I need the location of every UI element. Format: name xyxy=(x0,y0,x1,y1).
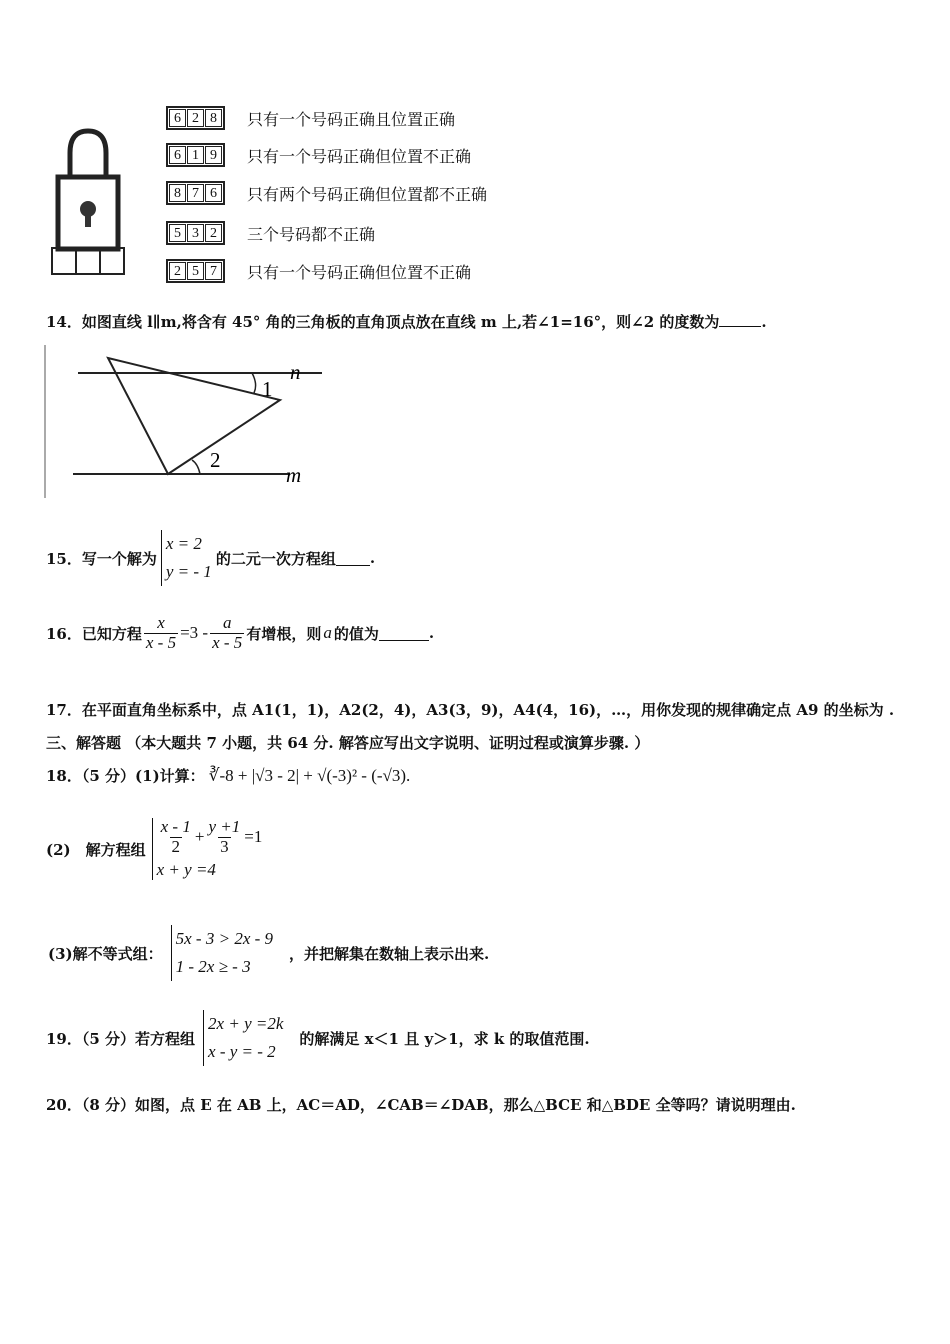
question-14 xyxy=(46,311,767,332)
question-19 xyxy=(46,1010,590,1066)
digit: 3 xyxy=(187,224,204,242)
question-prefix: 18．（5 分）(1)计算： xyxy=(46,767,205,785)
question-suffix: 有增根，则 xyxy=(246,624,322,643)
equation-line: y = - 1 xyxy=(165,562,212,581)
denominator: 3 xyxy=(220,836,229,856)
digit: 5 xyxy=(169,224,186,242)
numerator: y +1 xyxy=(208,817,241,836)
question-suffix: ，并把解集在数轴上表示出来. xyxy=(289,944,490,963)
equation-line: x + y =4 xyxy=(156,860,216,880)
equation-system xyxy=(152,818,263,880)
denominator: x - 5 xyxy=(212,632,243,652)
question-text: 14．如图直线 l∥m,将含有 45° 角的三角板的直角顶点放在直线 m 上,若∠1=16°，则∠2 的度数为 xyxy=(46,313,720,331)
equation-line: 2x + y =2k xyxy=(208,1014,284,1033)
puzzle-row xyxy=(166,259,471,283)
puzzle-row xyxy=(166,221,375,245)
digit: 6 xyxy=(169,146,186,164)
puzzle-hint: 只有一个号码正确且位置正确 xyxy=(247,109,456,129)
digit: 7 xyxy=(187,184,204,202)
puzzle-row xyxy=(166,106,455,130)
digit: 2 xyxy=(187,109,204,127)
expression: ∛-8 + |√3 - 2| + √(-3)² - (-√3). xyxy=(208,765,411,785)
denominator: 2 xyxy=(171,836,180,856)
equation-system xyxy=(203,1010,283,1066)
line-n-label: n xyxy=(290,360,301,384)
question-18-part-1 xyxy=(46,765,410,786)
inequality-line: 1 - 2x ≥ - 3 xyxy=(175,957,251,976)
question-prefix: 15．写一个解为 xyxy=(46,549,157,568)
code-box xyxy=(166,181,225,205)
puzzle-row xyxy=(166,181,487,205)
code-box xyxy=(166,259,225,283)
digit: 1 xyxy=(187,146,204,164)
question-16 xyxy=(46,614,434,652)
puzzle-hint: 只有一个号码正确但位置不正确 xyxy=(247,262,472,282)
question-end: . xyxy=(428,624,435,643)
part-label: (3)解不等式组： xyxy=(48,944,163,963)
puzzle-hint: 三个号码都不正确 xyxy=(247,224,376,244)
answer-blank xyxy=(336,551,370,566)
code-box xyxy=(166,143,225,167)
digit: 5 xyxy=(187,262,204,280)
question-20: 20．（8 分）如图，点 E 在 AB 上，AC＝AD，∠CAB＝∠DAB，那么△BCE 和△BDE 全等吗？请说明理由. xyxy=(46,1096,796,1114)
section-heading: 三、解答题 （本大题共 7 小题，共 64 分. 解答应写出文字说明、证明过程或演算步骤. ） xyxy=(46,734,650,752)
fraction xyxy=(159,818,193,856)
digit: 7 xyxy=(205,262,222,280)
denominator: x - 5 xyxy=(145,632,177,652)
answer-blank xyxy=(719,312,761,327)
angle-1-label: 1 xyxy=(262,377,273,401)
digit: 2 xyxy=(169,262,186,280)
line-m-label: m xyxy=(286,463,302,487)
fraction xyxy=(206,818,242,856)
digit: 6 xyxy=(169,109,186,127)
digit: 8 xyxy=(169,184,186,202)
question-18-part-2 xyxy=(46,818,262,880)
inequality-system xyxy=(171,925,273,981)
digit: 6 xyxy=(205,184,222,202)
equals-sign: =3 - xyxy=(180,623,209,643)
q14-figure xyxy=(40,340,330,502)
fraction xyxy=(210,614,244,652)
question-suffix: 的二元一次方程组 xyxy=(215,549,336,568)
puzzle-hint: 只有一个号码正确但位置不正确 xyxy=(247,146,472,166)
question-prefix: 16．已知方程 xyxy=(46,624,142,643)
variable: a xyxy=(323,623,332,643)
code-box xyxy=(166,106,225,130)
question-suffix-2: 的值为 xyxy=(333,624,379,643)
equation-line: x = 2 xyxy=(165,534,202,553)
question-end: . xyxy=(761,313,767,331)
question-18-part-3 xyxy=(48,925,489,981)
question-end: . xyxy=(369,549,376,567)
equation-line: x - y = - 2 xyxy=(208,1042,276,1061)
angle-2-label: 2 xyxy=(210,448,221,472)
code-box xyxy=(166,221,225,245)
numerator: a xyxy=(222,613,232,632)
question-suffix: 的解满足 x＜1 且 y＞1，求 k 的取值范围. xyxy=(299,1029,590,1048)
fraction xyxy=(144,614,178,652)
equation-system xyxy=(161,530,212,586)
digit: 8 xyxy=(205,109,222,127)
question-prefix: 19．（5 分）若方程组 xyxy=(46,1029,196,1048)
puzzle-hint: 只有两个号码正确但位置都不正确 xyxy=(247,184,488,204)
equation-line xyxy=(157,818,263,856)
answer-blank xyxy=(379,626,429,641)
puzzle-row xyxy=(166,143,471,167)
digit: 9 xyxy=(205,146,222,164)
digit: 2 xyxy=(205,224,222,242)
plus-sign: + xyxy=(194,827,205,847)
numerator: x - 1 xyxy=(160,817,191,836)
numerator: x xyxy=(157,613,165,632)
inequality-line: 5x - 3 > 2x - 9 xyxy=(175,929,274,948)
question-17: 17．在平面直角坐标系中，点 A1(1，1)，A2(2，4)，A3(3，9)，A4(4，16)，…，用你发现的规律确定点 A9 的坐标为 . xyxy=(46,701,895,719)
equals: =1 xyxy=(244,827,263,847)
part-label: (2) 解方程组 xyxy=(46,840,146,859)
answer-boxes xyxy=(51,247,125,275)
question-15 xyxy=(46,530,375,586)
